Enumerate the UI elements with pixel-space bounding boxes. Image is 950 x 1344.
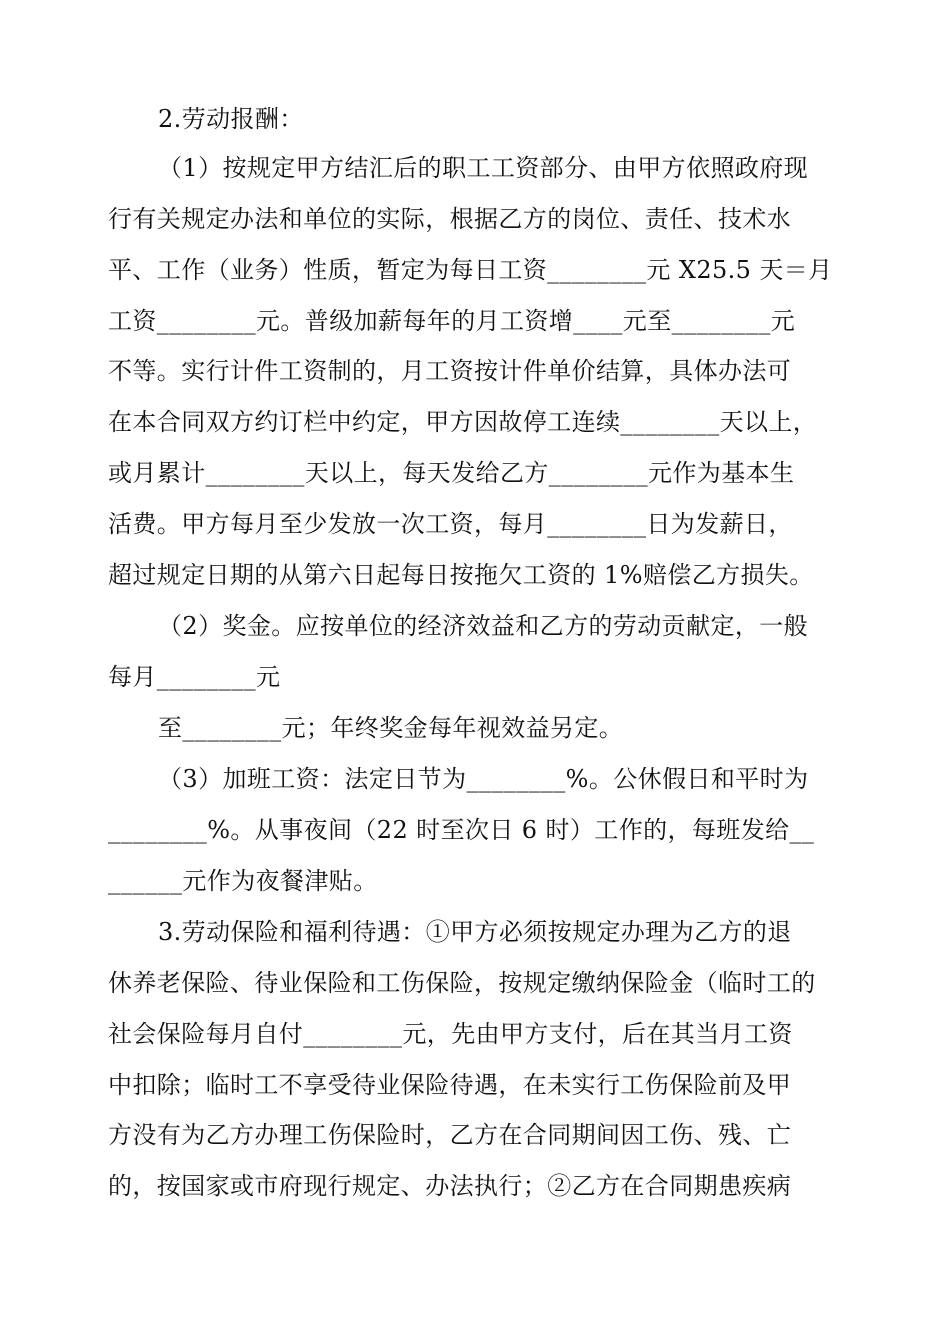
paragraph-line: 每月________元 [108,663,281,691]
paragraph-line: ______元作为夜餐津贴。 [108,867,378,895]
paragraph-line: 平、工作（业务）性质，暂定为每日工资________元 X25.5 天＝月 [108,256,833,284]
paragraph-line: 社会保险每月自付________元，先由甲方支付，后在其当月工资 [108,1020,793,1048]
paragraph-line: 方没有为乙方办理工伤保险时，乙方在合同期间因工伤、残、亡 [108,1121,792,1149]
section-heading-labor-pay: 2.劳动报酬： [158,105,304,133]
paragraph-line: 至________元；年终奖金每年视效益另定。 [158,714,624,742]
paragraph-line: 或月累计________天以上，每天发给乙方________元作为基本生 [108,459,795,487]
paragraph-line: 行有关规定办法和单位的实际，根据乙方的岗位、责任、技术水 [108,205,792,233]
paragraph-line: 的，按国家或市府现行规定、办法执行；②乙方在合同期患疾病 [108,1172,792,1200]
paragraph-line: 中扣除；临时工不享受待业保险待遇，在未实行工伤保险前及甲 [108,1071,792,1099]
paragraph-line: 活费。甲方每月至少发放一次工资，每月________日为发薪日， [108,510,793,538]
paragraph-line: 超过规定日期的从第六日起每日按拖欠工资的 1%赔偿乙方损失。 [108,561,814,589]
paragraph-line: ________%。从事夜间（22 时至次日 6 时）工作的，每班发给__ [108,816,815,844]
paragraph-line: 在本合同双方约订栏中约定，甲方因故停工连续________天以上， [108,408,818,436]
paragraph-line: 休养老保险、待业保险和工伤保险，按规定缴纳保险金（临时工的 [108,969,816,997]
section-heading-insurance-welfare: 3.劳动保险和福利待遇：①甲方必须按规定办理为乙方的退 [158,918,792,946]
paragraph-line: （1）按规定甲方结汇后的职工工资部分、由甲方依照政府现 [158,154,809,182]
paragraph-line: 不等。实行计件工资制的，月工资按计件单价结算，具体办法可 [108,357,792,385]
paragraph-line: （2）奖金。应按单位的经济效益和乙方的劳动贡献定，一般 [158,612,809,640]
paragraph-line: 工资________元。普级加薪每年的月工资增____元至________元 [108,307,796,335]
paragraph-line: （3）加班工资：法定日节为________%。公休假日和平时为 [158,765,809,793]
